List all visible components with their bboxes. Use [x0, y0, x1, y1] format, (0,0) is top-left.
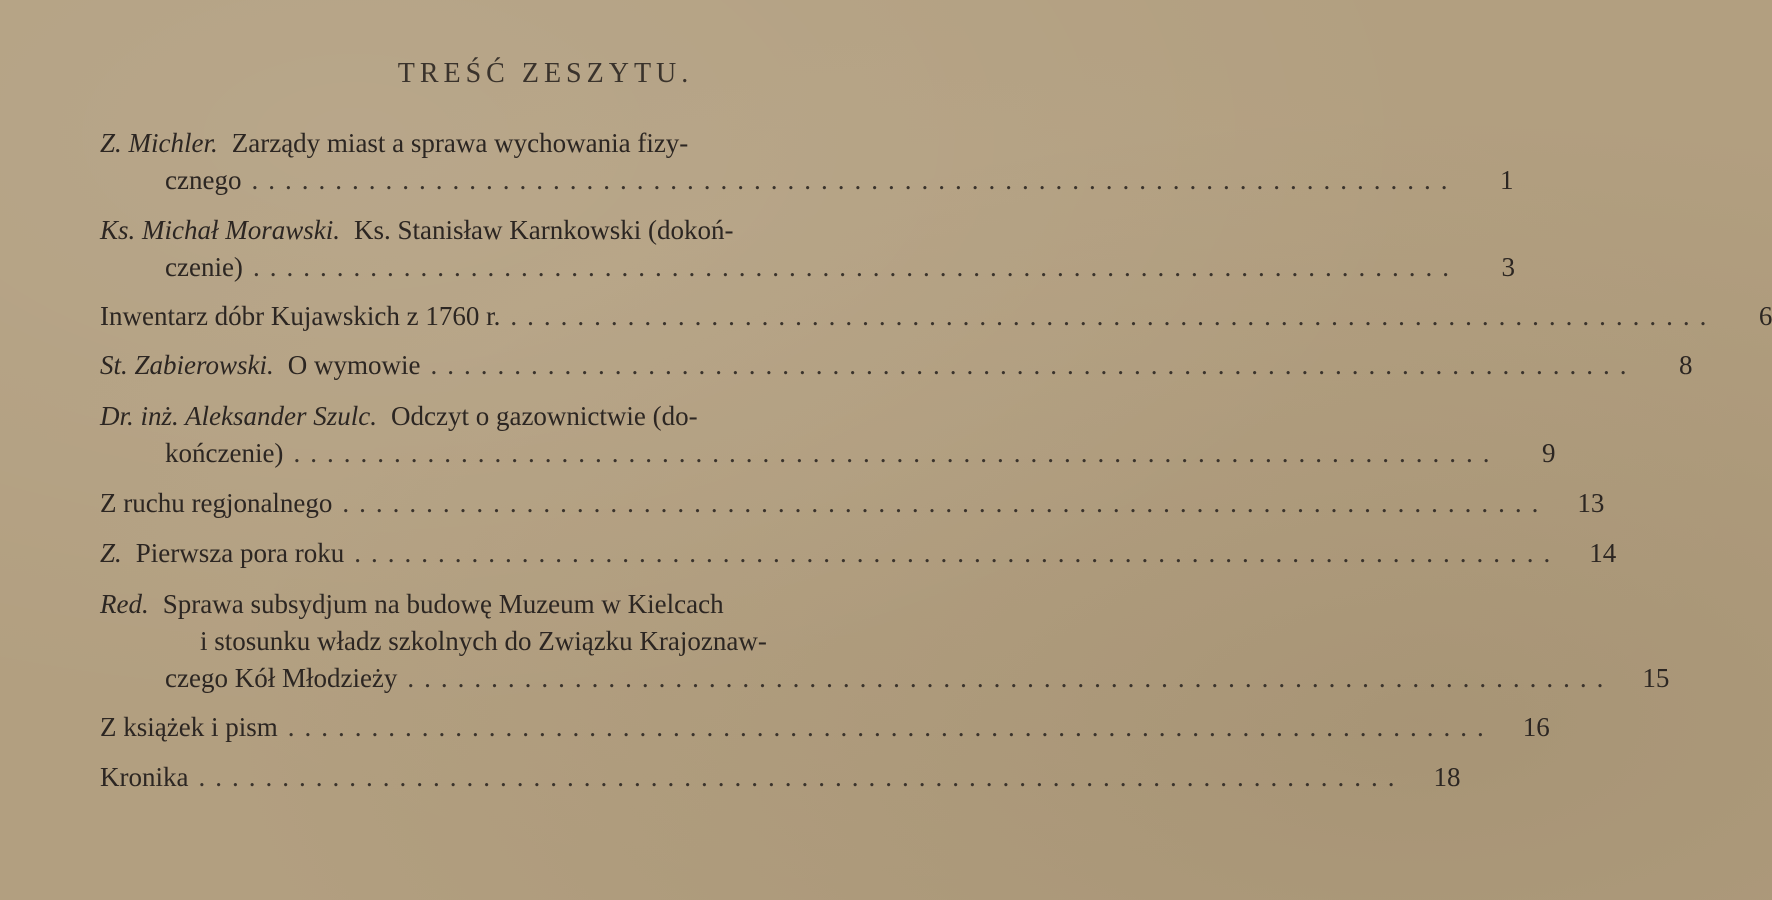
toc-line — [100, 435, 1556, 472]
entry-author: St. Zabierowski. — [100, 350, 274, 380]
page-number: 14 — [1589, 538, 1617, 568]
dot-leader: ........................................................................ — [198, 762, 1405, 792]
page-number: 13 — [1577, 488, 1605, 518]
page-number: 16 — [1522, 712, 1550, 742]
toc-entry — [100, 125, 1514, 199]
toc-line — [100, 623, 995, 660]
page-number: 18 — [1433, 762, 1461, 792]
entry-title: czenie) — [165, 252, 243, 282]
entry-title: Z ruchu regjonalnego — [100, 488, 333, 518]
page-number: 1 — [1499, 165, 1514, 195]
entry-title: Zarządy miast a sprawa wychowania fizy- — [231, 128, 689, 158]
toc-line — [100, 660, 1670, 697]
dot-leader: ........................................................................ — [354, 538, 1561, 568]
page-number: 6 — [1758, 301, 1772, 331]
page-title: TREŚĆ ZESZYTU. — [397, 58, 694, 89]
entry-author: Z. — [100, 538, 122, 568]
dot-leader: ........................................................................ — [293, 438, 1500, 468]
dot-leader: ........................................................................ — [407, 663, 1614, 693]
toc-line — [100, 249, 1515, 286]
entry-title: czego Kół Młodzieży — [165, 663, 398, 693]
entry-title: i stosunku władz szkolnych do Związku Krajoznaw- — [200, 626, 767, 656]
entry-title: Odczyt o gazownictwie (do- — [391, 401, 698, 431]
entry-author: Ks. Michał Morawski. — [100, 215, 340, 245]
entry-title: kończenie) — [165, 438, 284, 468]
entry-title: cznego — [165, 165, 242, 195]
dot-leader: ........................................................................ — [287, 712, 1494, 742]
toc-entry — [100, 485, 1605, 522]
entry-title: Z książek i pism — [100, 712, 278, 742]
toc-entry — [100, 759, 1461, 796]
page-number: 8 — [1679, 350, 1693, 380]
toc-entry — [100, 535, 1617, 572]
entry-title: Kronika — [100, 762, 189, 792]
toc-line — [100, 759, 1461, 796]
entry-title: Inwentarz dóbr Kujawskich z 1760 r. — [100, 301, 501, 331]
toc-line — [100, 212, 995, 249]
entry-title: Sprawa subsydjum na budowę Muzeum w Kielcach — [162, 589, 724, 619]
toc-entry — [100, 298, 1772, 335]
toc-line — [100, 586, 995, 623]
toc-entry — [100, 347, 1693, 384]
dot-leader: ........................................................................ — [252, 252, 1459, 282]
toc-line — [100, 535, 1617, 572]
toc-line — [100, 125, 995, 162]
toc-line — [100, 709, 1550, 746]
dot-leader: ........................................................................ — [510, 301, 1717, 331]
entry-author: Z. Michler. — [100, 128, 218, 158]
page-number: 9 — [1541, 438, 1556, 468]
entry-title: Pierwsza pora roku — [135, 538, 345, 568]
toc-line — [100, 347, 1693, 384]
entry-title: Ks. Stanisław Karnkowski (dokoń- — [354, 215, 734, 245]
toc-line — [100, 298, 1772, 335]
dot-leader: ........................................................................ — [342, 488, 1549, 518]
toc-entry — [100, 398, 1556, 472]
dot-leader: ........................................................................ — [251, 165, 1458, 195]
toc-line — [100, 398, 995, 435]
toc-entry — [100, 709, 1550, 746]
entry-author: Red. — [100, 589, 149, 619]
toc-entry — [100, 586, 1670, 697]
toc-entry — [100, 212, 1515, 286]
page-number: 15 — [1642, 663, 1670, 693]
dot-leader: ........................................................................ — [430, 350, 1637, 380]
entry-title: O wymowie — [287, 350, 421, 380]
entry-author: Dr. inż. Aleksander Szulc. — [100, 401, 377, 431]
page-number: 3 — [1501, 252, 1515, 282]
toc-line — [100, 162, 1514, 199]
toc-line — [100, 485, 1605, 522]
